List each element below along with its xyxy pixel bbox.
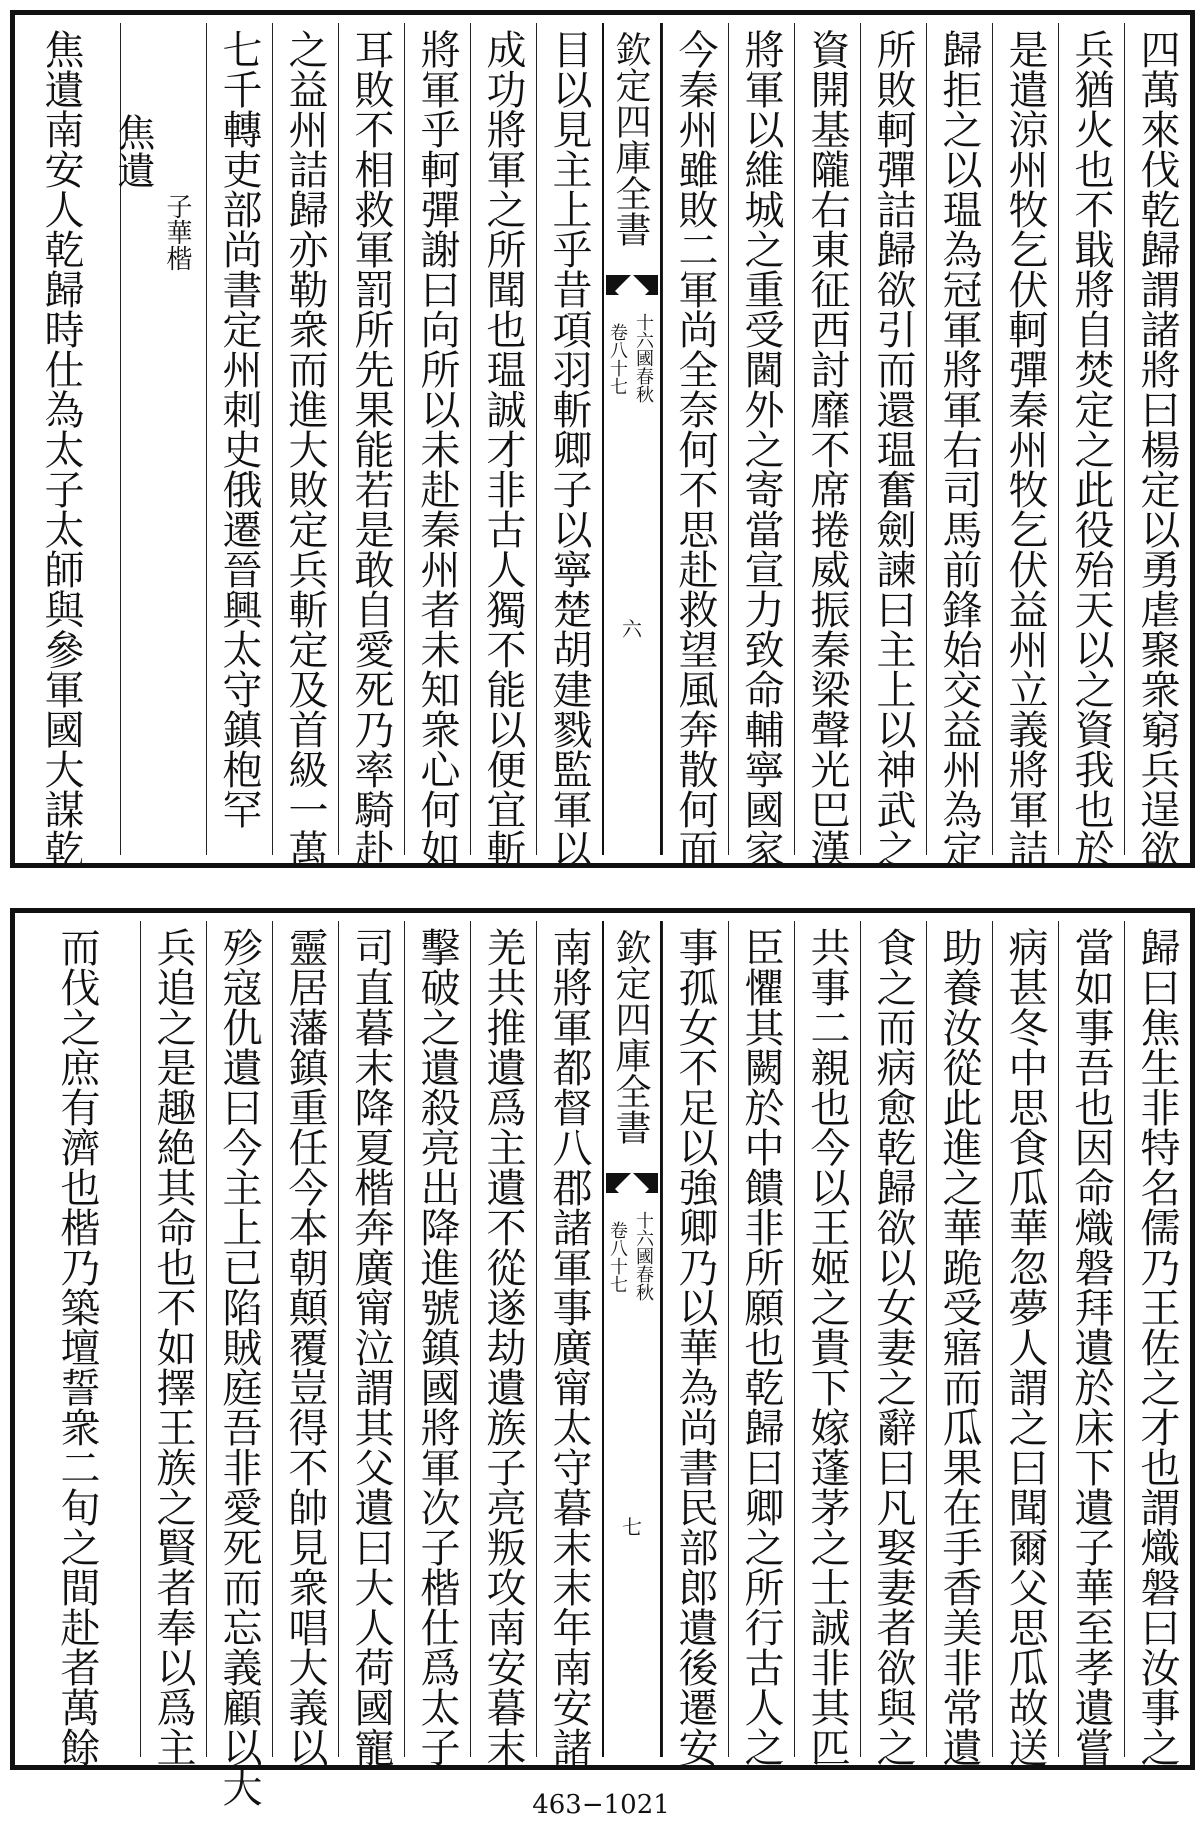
fold-volume: 卷八十七 xyxy=(607,323,628,395)
text-column xyxy=(1124,23,1190,869)
text-column xyxy=(926,23,992,869)
text-column xyxy=(1058,921,1124,1767)
column-text: 將軍以維城之重受閫外之寄當宣力致命輔寧國家 xyxy=(738,29,784,869)
text-column xyxy=(1124,921,1190,1767)
text-column xyxy=(206,921,272,1807)
text-column xyxy=(404,921,470,1767)
page-reference: 463−1021 xyxy=(532,1790,670,1820)
column-text: 七千轉吏部尚書定州刺史俄遷晉興太守鎮枹罕 xyxy=(216,29,262,829)
text-column xyxy=(536,921,602,1767)
column-text: 焦遺南安人乾歸時仕為太子太師與參軍國大謀乾 xyxy=(38,29,84,869)
text-column xyxy=(662,23,728,869)
heading-column xyxy=(111,23,206,855)
column-text: 而伐之庶有濟也楷乃築壇誓衆二旬之間赴者萬餘 xyxy=(54,927,100,1767)
column-text: 今秦州雖敗二軍尚全奈何不思赴救望風奔散何面 xyxy=(672,29,718,869)
text-column xyxy=(662,921,728,1767)
column-text: 南將軍都督八郡諸軍事廣甯太守暮末末年南安諸 xyxy=(546,927,592,1767)
fold-mark-icon xyxy=(606,275,658,295)
text-column xyxy=(338,23,404,869)
column-text: 歸曰焦生非特名儒乃王佐之才也謂熾磐曰汝事之 xyxy=(1134,927,1180,1767)
top-page xyxy=(10,10,1195,868)
fold-title: 欽定四庫全書 xyxy=(610,929,651,1145)
column-text: 擊破之遺殺亮出降進號鎮國將軍次子楷仕爲太子 xyxy=(414,927,460,1767)
column-text: 助養汝從此進之華跪受寤而瓜果在手香美非常遺 xyxy=(936,927,982,1767)
column-text: 事孤女不足以強卿乃以華為尚書民部郎遺後遷安 xyxy=(672,927,718,1767)
text-column xyxy=(1058,23,1124,869)
fold-page-number: 六 xyxy=(622,617,642,641)
column-text: 目以見主上乎昔項羽斬卿子以寧楚胡建戮監軍以 xyxy=(546,29,592,869)
fold-mark-icon xyxy=(606,1173,658,1193)
text-column xyxy=(272,23,338,869)
column-text: 食之而病愈乾歸欲以女妻之辭曰凡娶妻者欲與之 xyxy=(870,927,916,1767)
column-text: 將軍乎軻彈謝曰向所以未赴秦州者未知衆心何如 xyxy=(414,29,460,869)
text-column xyxy=(728,921,794,1767)
fold-volume: 卷八十七 xyxy=(607,1221,628,1293)
column-text: 之益州詰歸亦勒衆而進大敗定兵斬定及首級一萬 xyxy=(282,29,328,869)
text-column xyxy=(536,23,602,869)
page-fold xyxy=(602,23,662,855)
column-text: 歸拒之以瑥為冠軍將軍右司馬前鋒始交益州為定 xyxy=(936,29,982,869)
column-text: 兵猶火也不戢將自焚定之此役殆天以之資我也於 xyxy=(1068,29,1114,869)
fold-page-number: 七 xyxy=(622,1515,642,1539)
column-text: 靈居藩鎮重任今本朝顛覆豈得不帥見衆唱大義以 xyxy=(282,927,328,1767)
text-column xyxy=(14,23,120,869)
column-text: 成功將軍之所聞也瑥誠才非古人獨不能以便宜斬 xyxy=(480,29,526,869)
text-column xyxy=(992,921,1058,1767)
column-text: 司直暮末降夏楷奔廣甯泣謂其父遺曰大人荷國寵 xyxy=(348,927,394,1767)
text-column xyxy=(404,23,470,869)
text-column xyxy=(140,921,206,1767)
text-column xyxy=(860,23,926,869)
text-column xyxy=(926,921,992,1767)
text-column xyxy=(794,921,860,1767)
fold-book-title: 十六國春秋 xyxy=(633,1211,654,1301)
text-column xyxy=(14,921,140,1767)
column-text: 資開基隴右東征西討靡不席捲威振秦梁聲光巴漢 xyxy=(804,29,850,869)
text-column xyxy=(794,23,860,869)
column-text: 共事二親也今以王姬之貴下嫁蓬茅之士誠非其匹 xyxy=(804,927,850,1767)
column-text: 殄寇仇遺曰今主上已陷賊庭吾非愛死而忘義顧以大 xyxy=(216,927,262,1807)
text-column xyxy=(470,921,536,1767)
page-fold xyxy=(602,921,662,1757)
entry-heading-note: 子華楷 xyxy=(162,193,192,271)
text-column xyxy=(728,23,794,869)
entry-heading: 焦遺 xyxy=(111,113,155,189)
column-text: 兵追之是趣絶其命也不如擇王族之賢者奉以爲主 xyxy=(150,927,196,1767)
column-text: 病甚冬中思食瓜華忽夢人謂之曰聞爾父思瓜故送 xyxy=(1002,927,1048,1767)
column-text: 臣懼其闕於中饋非所願也乾歸曰卿之所行古人之 xyxy=(738,927,784,1767)
text-column xyxy=(860,921,926,1767)
column-text: 是遣涼州牧乞伏軻彈秦州牧乞伏益州立義將軍詰 xyxy=(1002,29,1048,869)
fold-title: 欽定四庫全書 xyxy=(610,31,651,247)
text-column xyxy=(992,23,1058,869)
fold-book-title: 十六國春秋 xyxy=(633,313,654,403)
column-text: 四萬來伐乾歸謂諸將曰楊定以勇虐聚衆窮兵逞欲 xyxy=(1134,29,1180,869)
text-column xyxy=(338,921,404,1767)
column-text: 當如事吾也因命熾磐拜遺於床下遺子華至孝遺嘗 xyxy=(1068,927,1114,1767)
column-text: 羌共推遺爲主遺不從遂劫遺族子亮叛攻南安暮末 xyxy=(480,927,526,1767)
text-column xyxy=(206,23,272,855)
column-text: 所敗軻彈詰歸欲引而還瑥奮劍諫曰主上以神武之 xyxy=(870,29,916,869)
text-column xyxy=(470,23,536,869)
column-text: 耳敗不相救軍罰所先果能若是敢自愛死乃率騎赴 xyxy=(348,29,394,869)
text-column xyxy=(272,921,338,1767)
